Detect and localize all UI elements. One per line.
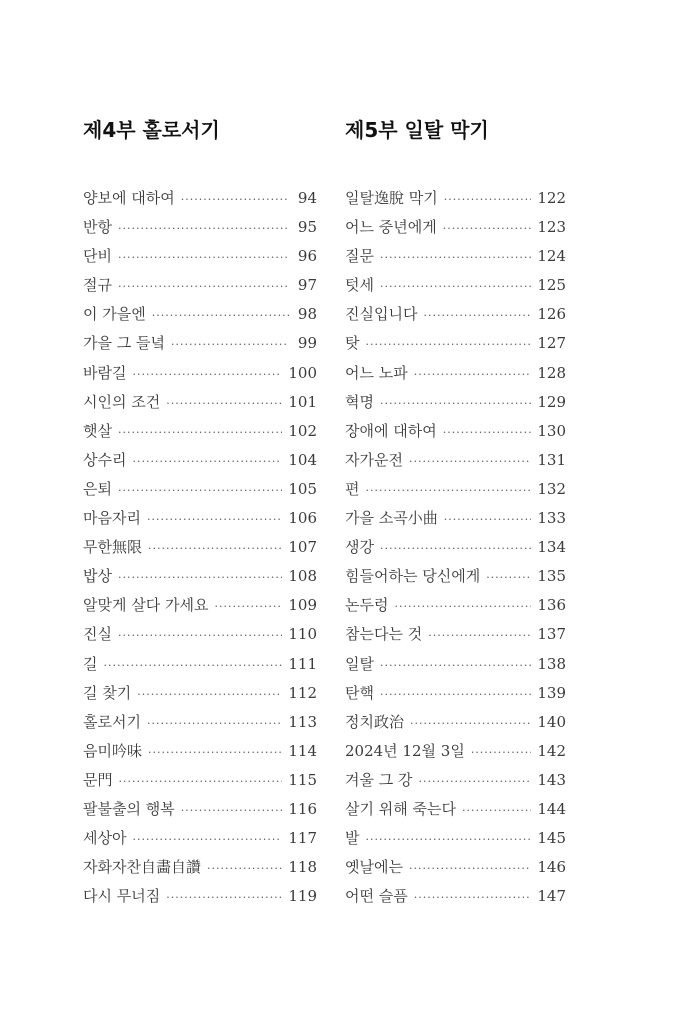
toc-entry bbox=[83, 421, 317, 450]
entry-title: 어느 중년에게 bbox=[345, 218, 437, 237]
toc-list bbox=[83, 188, 317, 915]
entry-page-number: 134 bbox=[537, 538, 566, 557]
dot-leader bbox=[166, 888, 282, 908]
dot-leader bbox=[148, 743, 282, 763]
toc-entry bbox=[83, 275, 317, 304]
entry-page-number: 96 bbox=[297, 247, 317, 266]
entry-page-number: 138 bbox=[537, 654, 566, 673]
entry-title: 밥상 bbox=[83, 567, 112, 586]
dot-leader bbox=[380, 394, 531, 414]
entry-page-number: 94 bbox=[297, 189, 317, 207]
toc-entry bbox=[345, 770, 566, 799]
toc-entry bbox=[83, 595, 317, 624]
toc-entry bbox=[83, 363, 317, 392]
dot-leader bbox=[118, 423, 282, 443]
dot-leader bbox=[444, 190, 532, 210]
entry-page-number: 129 bbox=[537, 392, 566, 411]
dot-leader bbox=[119, 772, 283, 792]
entry-page-number: 109 bbox=[288, 596, 317, 615]
entry-title: 2024년 12월 3일 bbox=[345, 741, 465, 760]
entry-title: 상수리 bbox=[83, 450, 127, 469]
entry-title: 가을 그 들녘 bbox=[83, 334, 165, 353]
entry-title: 시인의 조건 bbox=[83, 392, 161, 411]
entry-title: 탓 bbox=[345, 334, 360, 353]
entry-title: 문門 bbox=[83, 770, 113, 789]
toc-entry bbox=[345, 188, 566, 217]
entry-page-number: 113 bbox=[288, 712, 317, 731]
toc-entry bbox=[345, 741, 566, 770]
dot-leader bbox=[148, 539, 282, 559]
entry-page-number: 108 bbox=[288, 567, 317, 586]
dot-leader bbox=[380, 539, 531, 559]
entry-page-number: 101 bbox=[288, 392, 317, 411]
entry-title: 장애에 대하여 bbox=[345, 421, 437, 440]
dot-leader bbox=[207, 859, 282, 879]
dot-leader bbox=[366, 335, 532, 355]
entry-title: 텃세 bbox=[345, 276, 374, 295]
entry-title: 세상아 bbox=[83, 829, 127, 848]
toc-entry bbox=[83, 217, 317, 246]
entry-page-number: 142 bbox=[537, 741, 566, 760]
entry-page-number: 119 bbox=[288, 887, 317, 906]
dot-leader bbox=[147, 714, 282, 734]
entry-page-number: 124 bbox=[537, 247, 566, 266]
toc-entry bbox=[345, 683, 566, 712]
entry-page-number: 140 bbox=[537, 712, 566, 731]
entry-page-number: 133 bbox=[537, 509, 566, 528]
dot-leader bbox=[181, 190, 289, 210]
entry-page-number: 128 bbox=[537, 363, 566, 382]
dot-leader bbox=[394, 597, 531, 617]
toc-entry bbox=[345, 246, 566, 275]
dot-leader bbox=[443, 219, 532, 239]
entry-title: 팔불출의 행복 bbox=[83, 799, 175, 818]
entry-title: 생강 bbox=[345, 538, 374, 557]
entry-title: 바람길 bbox=[83, 363, 127, 382]
dot-leader bbox=[428, 626, 531, 646]
dot-leader bbox=[147, 510, 282, 530]
entry-page-number: 107 bbox=[288, 538, 317, 557]
toc-entry bbox=[345, 275, 566, 304]
entry-page-number: 106 bbox=[288, 509, 317, 528]
entry-page-number: 147 bbox=[537, 887, 566, 906]
entry-title: 길 bbox=[83, 654, 98, 673]
dot-leader bbox=[137, 685, 282, 705]
dot-leader bbox=[380, 248, 531, 268]
toc-entry bbox=[83, 712, 317, 741]
entry-title: 무한無限 bbox=[83, 538, 142, 557]
part-title: 제4부 홀로서기 bbox=[83, 118, 220, 142]
entry-page-number: 130 bbox=[537, 421, 566, 440]
toc-entry bbox=[83, 246, 317, 275]
toc-entry bbox=[345, 508, 566, 537]
dot-leader bbox=[471, 743, 532, 763]
entry-page-number: 144 bbox=[537, 799, 566, 818]
entry-page-number: 104 bbox=[288, 450, 317, 469]
toc-entry bbox=[83, 799, 317, 828]
dot-leader bbox=[380, 685, 531, 705]
dot-leader bbox=[132, 830, 282, 850]
toc-entry bbox=[345, 828, 566, 857]
dot-leader bbox=[486, 568, 531, 588]
dot-leader bbox=[414, 365, 532, 385]
entry-page-number: 123 bbox=[537, 218, 566, 237]
entry-page-number: 115 bbox=[288, 770, 317, 789]
toc-entry bbox=[83, 886, 317, 915]
entry-page-number: 118 bbox=[288, 858, 317, 877]
dot-leader bbox=[366, 481, 532, 501]
entry-page-number: 131 bbox=[537, 450, 566, 469]
toc-entry bbox=[345, 566, 566, 595]
toc-entry bbox=[345, 363, 566, 392]
entry-title: 어느 노파 bbox=[345, 363, 408, 382]
entry-title: 논두렁 bbox=[345, 596, 389, 615]
entry-page-number: 116 bbox=[288, 799, 317, 818]
entry-page-number: 125 bbox=[537, 276, 566, 295]
dot-leader bbox=[366, 830, 532, 850]
toc-entry bbox=[83, 508, 317, 537]
entry-page-number: 139 bbox=[537, 683, 566, 702]
entry-title: 진실입니다 bbox=[345, 305, 418, 324]
dot-leader bbox=[132, 365, 282, 385]
entry-title: 다시 무너짐 bbox=[83, 887, 161, 906]
toc-entry bbox=[83, 333, 317, 362]
entry-title: 편 bbox=[345, 479, 360, 498]
entry-page-number: 97 bbox=[297, 276, 317, 295]
entry-page-number: 100 bbox=[288, 363, 317, 382]
toc-entry bbox=[83, 683, 317, 712]
dot-leader bbox=[409, 452, 531, 472]
entry-page-number: 132 bbox=[537, 479, 566, 498]
dot-leader bbox=[132, 452, 282, 472]
entry-title: 마음자리 bbox=[83, 509, 141, 528]
toc-entry bbox=[345, 479, 566, 508]
toc-entry bbox=[83, 304, 317, 333]
entry-page-number: 145 bbox=[537, 829, 566, 848]
toc-entry bbox=[345, 886, 566, 915]
toc-entry bbox=[83, 654, 317, 683]
entry-page-number: 136 bbox=[537, 596, 566, 615]
entry-page-number: 98 bbox=[297, 305, 317, 324]
dot-leader bbox=[181, 801, 283, 821]
dot-leader bbox=[443, 423, 532, 443]
toc-entry bbox=[83, 741, 317, 770]
dot-leader bbox=[152, 306, 289, 326]
dot-leader bbox=[410, 714, 531, 734]
dot-leader bbox=[214, 597, 282, 617]
toc-entry bbox=[345, 392, 566, 421]
entry-page-number: 135 bbox=[537, 567, 566, 586]
entry-title: 발 bbox=[345, 829, 360, 848]
dot-leader bbox=[166, 394, 282, 414]
toc-entry bbox=[345, 624, 566, 653]
entry-title: 알맞게 살다 가세요 bbox=[83, 596, 209, 615]
entry-title: 힘들어하는 당신에게 bbox=[345, 567, 481, 586]
entry-title: 정치政治 bbox=[345, 712, 404, 731]
toc-entry bbox=[345, 421, 566, 450]
entry-title: 자가운전 bbox=[345, 450, 403, 469]
dot-leader bbox=[423, 306, 531, 326]
entry-title: 참는다는 것 bbox=[345, 625, 423, 644]
entry-page-number: 127 bbox=[537, 334, 566, 353]
entry-title: 절규 bbox=[83, 276, 112, 295]
entry-title: 가을 소곡小曲 bbox=[345, 509, 438, 528]
dot-leader bbox=[118, 626, 282, 646]
toc-entry bbox=[83, 566, 317, 595]
entry-page-number: 112 bbox=[288, 683, 317, 702]
toc-part-5 bbox=[345, 112, 566, 915]
toc-entry bbox=[83, 537, 317, 566]
entry-page-number: 117 bbox=[288, 829, 317, 848]
dot-leader bbox=[118, 248, 289, 268]
entry-title: 겨울 그 강 bbox=[345, 770, 413, 789]
dot-leader bbox=[104, 656, 283, 676]
toc-entry bbox=[345, 450, 566, 479]
entry-title: 반항 bbox=[83, 218, 112, 237]
dot-leader bbox=[118, 481, 282, 501]
toc-entry bbox=[83, 624, 317, 653]
entry-title: 혁명 bbox=[345, 392, 374, 411]
entry-page-number: 143 bbox=[537, 770, 566, 789]
entry-title: 일탈 bbox=[345, 654, 374, 673]
entry-page-number: 102 bbox=[288, 421, 317, 440]
toc-list bbox=[345, 188, 566, 915]
entry-title: 은퇴 bbox=[83, 479, 112, 498]
entry-page-number: 137 bbox=[537, 625, 566, 644]
entry-title: 길 찾기 bbox=[83, 683, 132, 702]
entry-title: 이 가을엔 bbox=[83, 305, 146, 324]
entry-title: 어떤 슬픔 bbox=[345, 887, 408, 906]
entry-page-number: 110 bbox=[288, 625, 317, 644]
toc-entry bbox=[83, 857, 317, 886]
dot-leader bbox=[118, 219, 289, 239]
entry-page-number: 114 bbox=[288, 741, 317, 760]
toc-entry bbox=[345, 654, 566, 683]
toc-entry bbox=[83, 188, 317, 217]
entry-title: 햇살 bbox=[83, 421, 112, 440]
toc-entry bbox=[345, 857, 566, 886]
toc-entry bbox=[83, 392, 317, 421]
toc-entry bbox=[345, 217, 566, 246]
entry-page-number: 111 bbox=[288, 654, 317, 673]
dot-leader bbox=[171, 335, 289, 355]
entry-title: 진실 bbox=[83, 625, 112, 644]
part-title: 제5부 일탈 막기 bbox=[345, 118, 489, 142]
entry-page-number: 95 bbox=[297, 218, 317, 237]
toc-entry bbox=[345, 595, 566, 624]
toc-entry bbox=[83, 828, 317, 857]
entry-title: 일탈逸脫 막기 bbox=[345, 189, 438, 207]
toc-part-4 bbox=[83, 112, 317, 915]
dot-leader bbox=[118, 568, 282, 588]
entry-page-number: 122 bbox=[537, 189, 566, 207]
dot-leader bbox=[419, 772, 532, 792]
dot-leader bbox=[414, 888, 532, 908]
entry-page-number: 105 bbox=[288, 479, 317, 498]
toc-entry bbox=[345, 712, 566, 741]
toc-entry bbox=[345, 304, 566, 333]
dot-leader bbox=[380, 656, 531, 676]
entry-title: 살기 위해 죽는다 bbox=[345, 799, 456, 818]
dot-leader bbox=[409, 859, 531, 879]
entry-page-number: 99 bbox=[297, 334, 317, 353]
toc-entry bbox=[83, 479, 317, 508]
toc-entry bbox=[83, 770, 317, 799]
toc-entry bbox=[83, 450, 317, 479]
dot-leader bbox=[380, 277, 531, 297]
entry-title: 양보에 대하여 bbox=[83, 189, 175, 207]
entry-page-number: 126 bbox=[537, 305, 566, 324]
dot-leader bbox=[462, 801, 531, 821]
entry-title: 자화자찬自畵自讚 bbox=[83, 858, 201, 877]
entry-title: 질문 bbox=[345, 247, 374, 266]
entry-title: 음미吟味 bbox=[83, 741, 142, 760]
toc-entry bbox=[345, 333, 566, 362]
entry-title: 단비 bbox=[83, 247, 112, 266]
entry-page-number: 146 bbox=[537, 858, 566, 877]
entry-title: 홀로서기 bbox=[83, 712, 141, 731]
toc-entry bbox=[345, 537, 566, 566]
entry-title: 옛날에는 bbox=[345, 858, 403, 877]
entry-title: 탄핵 bbox=[345, 683, 374, 702]
toc-entry bbox=[345, 799, 566, 828]
dot-leader bbox=[444, 510, 532, 530]
dot-leader bbox=[118, 277, 289, 297]
